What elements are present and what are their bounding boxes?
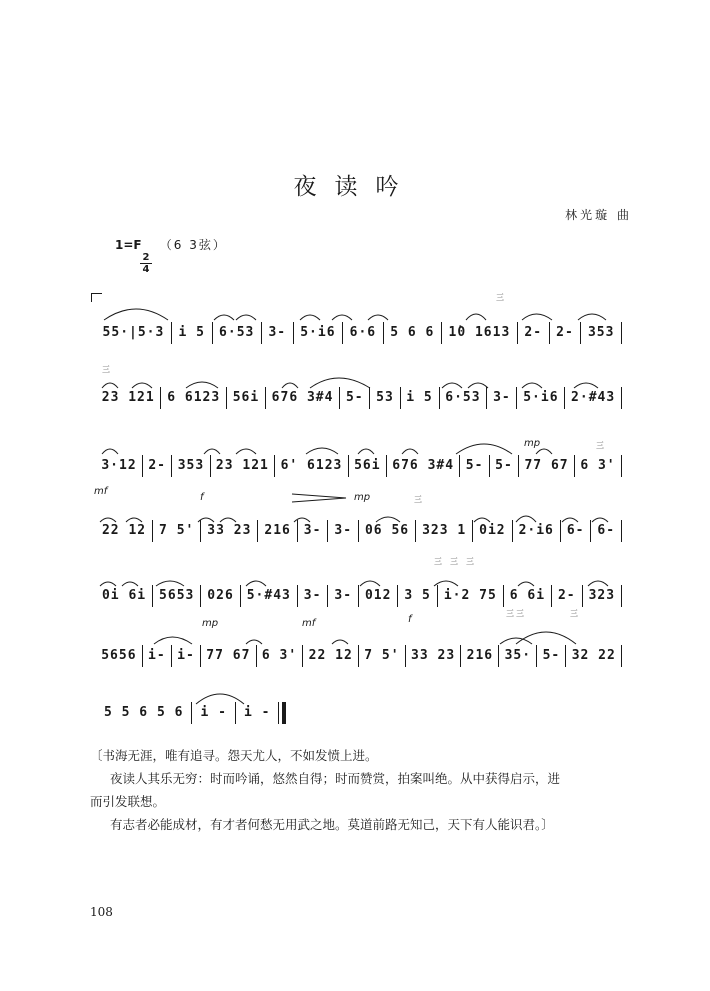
- measure: 6 3': [257, 645, 304, 667]
- measure: 353: [581, 322, 622, 344]
- poem-line-2: 夜读人其乐无穷：时而吟诵，悠然自得；时而赞赏，拍案叫绝。从中获得启示，进: [110, 771, 561, 786]
- measure: 0i2: [473, 520, 512, 542]
- measure: 5-: [490, 455, 519, 477]
- dynamic-mp: mp: [202, 618, 219, 629]
- measure: 2-: [552, 585, 583, 607]
- measure: 77 67: [519, 455, 575, 477]
- measure: 6' 6123: [275, 455, 349, 477]
- measure: 77 67: [201, 645, 257, 667]
- key-signature: [115, 236, 227, 253]
- dynamic-f: f: [200, 492, 204, 503]
- ornament-mark: 三: [570, 609, 578, 618]
- ornament-mark: 三: [516, 609, 524, 618]
- measure: 3-: [298, 585, 329, 607]
- dynamic-mp: mp: [524, 438, 541, 449]
- piece-title: 夜读吟: [293, 174, 417, 200]
- slur-marks-row-7: [96, 680, 622, 704]
- measure: i 5: [172, 322, 213, 344]
- poem-line-1: 〔书海无涯，唯有追寻。怨天尤人，不如发愤上进。: [90, 748, 378, 763]
- ornament-mark: 三: [102, 365, 110, 374]
- slur-marks-row-2: [96, 364, 622, 388]
- measure: 5·i6: [517, 387, 565, 409]
- ornament-mark: 三: [496, 293, 504, 302]
- measure: 026: [201, 585, 240, 607]
- poem-line-3: 而引发联想。: [90, 794, 166, 809]
- measure: 2-: [518, 322, 550, 344]
- ornament-mark: 三: [450, 557, 458, 566]
- measure: 53: [370, 387, 400, 409]
- measure: 6-: [591, 520, 622, 542]
- dynamic-mf: mf: [94, 486, 108, 497]
- measure: 55·|5·3: [96, 322, 172, 344]
- measure: 5·#43: [241, 585, 298, 607]
- staff-row-5: [96, 585, 622, 607]
- dynamic-f: f: [408, 614, 412, 625]
- measure: 0i 6i: [96, 585, 153, 607]
- measure: 23 121: [96, 387, 161, 409]
- measure: 33 23: [201, 520, 258, 542]
- measure: 3-: [328, 585, 359, 607]
- slur-marks-row-4: [96, 486, 622, 510]
- measure: i-: [143, 645, 172, 667]
- measure: 3 5: [398, 585, 437, 607]
- measure: 1̇0 1613: [442, 322, 518, 344]
- measure: 35·: [499, 645, 537, 667]
- measure: 2-: [550, 322, 582, 344]
- repeat-bracket: [91, 293, 102, 302]
- measure: 216: [461, 645, 499, 667]
- measure: 216: [258, 520, 297, 542]
- dynamic-mf: mf: [302, 618, 316, 629]
- staff-row-7: [96, 702, 622, 724]
- measure: 5656: [96, 645, 143, 667]
- measure: 6 3': [575, 455, 622, 477]
- measure: 012: [359, 585, 398, 607]
- measure: 6·53: [213, 322, 262, 344]
- measure: i-: [172, 645, 201, 667]
- strings-label: （6 3弦）: [159, 238, 227, 252]
- measure: 33 23: [406, 645, 462, 667]
- poem-line-4: 有志者必能成材，有才者何愁无用武之地。莫道前路无知己，天下有人能识君。〕: [110, 817, 554, 832]
- measure: 7 5': [153, 520, 201, 542]
- measure: 6-: [561, 520, 592, 542]
- measure: 3-: [328, 520, 359, 542]
- measure: 676 3#4: [266, 387, 340, 409]
- measure: 6·6: [343, 322, 384, 344]
- measure: 5-: [537, 645, 566, 667]
- measure: 3-: [262, 322, 294, 344]
- measure: i -: [192, 702, 235, 724]
- measure: 5 5 6 5 6: [96, 702, 192, 724]
- ornament-mark: 三: [466, 557, 474, 566]
- measure: 32 22: [566, 645, 622, 667]
- composer-credit: 林光璇 曲: [565, 208, 632, 222]
- measure: 2-: [143, 455, 172, 477]
- measure: 6·53: [440, 387, 488, 409]
- page-number: 108: [90, 905, 113, 919]
- slur-marks-row-1: [96, 293, 622, 320]
- measure: 5-: [340, 387, 370, 409]
- measure: 353: [172, 455, 210, 477]
- measure: 5653: [153, 585, 201, 607]
- staff-row-2: [96, 387, 622, 409]
- measure: 22 12: [303, 645, 359, 667]
- ornament-mark: 三: [506, 609, 514, 618]
- measure: 5·i6: [294, 322, 343, 344]
- measure: 323: [583, 585, 622, 607]
- measure: 23 121: [211, 455, 276, 477]
- ornament-mark: 三: [414, 495, 422, 504]
- measure: 56i: [349, 455, 387, 477]
- time-signature-top: 2: [142, 252, 150, 263]
- poem-text: [90, 744, 630, 836]
- time-signature-bottom: 4: [140, 263, 152, 275]
- ornament-mark: 三: [596, 441, 604, 450]
- measure: 06 56: [359, 520, 416, 542]
- key-label: 1=F: [115, 238, 142, 252]
- dynamic-mp: mp: [354, 492, 371, 503]
- measure: 7 5': [359, 645, 406, 667]
- measure: 6 6123: [161, 387, 226, 409]
- measure: 2·#43: [565, 387, 622, 409]
- staff-row-4: [96, 520, 622, 542]
- time-signature: [140, 252, 152, 275]
- ornament-mark: 三: [434, 557, 442, 566]
- measure: 2·i6: [513, 520, 561, 542]
- measure: 3-: [298, 520, 329, 542]
- measure: 56i: [227, 387, 266, 409]
- measure: 5 6 6: [384, 322, 442, 344]
- measure: i -: [236, 702, 279, 724]
- slur-marks-row-6: [96, 609, 622, 638]
- staff-row-3: [96, 455, 622, 477]
- slur-marks-row-3: [96, 430, 622, 454]
- staff-row-1: [96, 322, 622, 344]
- measure: i 5: [401, 387, 440, 409]
- final-barline: [282, 702, 286, 724]
- measure: i·2 75: [438, 585, 504, 607]
- staff-row-6: [96, 645, 622, 667]
- measure: 3·12: [96, 455, 143, 477]
- measure: 5-: [460, 455, 489, 477]
- measure: 6 6i: [504, 585, 552, 607]
- measure: 3-: [487, 387, 517, 409]
- measure: 676 3#4: [387, 455, 461, 477]
- measure: 22 12: [96, 520, 153, 542]
- measure: 323 1: [416, 520, 473, 542]
- slur-marks-row-5: [96, 556, 622, 580]
